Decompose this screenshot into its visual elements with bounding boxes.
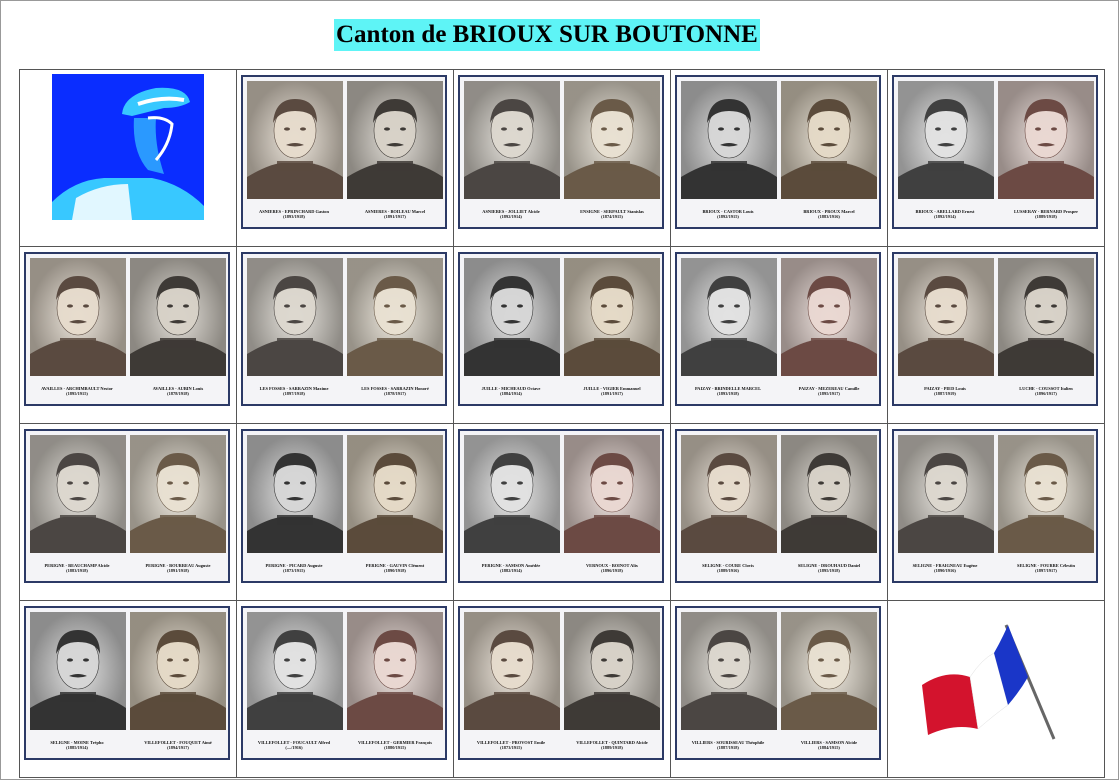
memorial-card <box>24 429 230 583</box>
soldier-portrait-photo <box>681 258 777 376</box>
soldier-name: BRIOUX - ABELLARD Ernest <box>915 208 975 214</box>
soldier-years: (1895/1915) <box>66 391 88 396</box>
memorial-card <box>892 75 1098 229</box>
soldier-years: (1878/1918) <box>167 391 189 396</box>
soldier-name: PERIGNE - BOURREAU Auguste <box>145 562 211 568</box>
portrait-caption <box>346 557 444 579</box>
soldier-portrait-photo <box>464 435 560 553</box>
soldier-portrait-photo <box>564 81 660 199</box>
soldier-years: (1896/1918) <box>601 568 623 573</box>
soldier-name: SELIGNE - FRAIGNEAU Eugène <box>912 562 978 568</box>
soldier-years: (1889/1916) <box>717 568 739 573</box>
soldier-name: BRIOUX - CASTOR Louis <box>702 208 754 214</box>
grid-cell <box>888 424 1105 601</box>
soldier-portrait-photo <box>464 81 560 199</box>
soldier-name: VILLEFOLLET - QUINTARD Alcide <box>576 739 648 745</box>
soldier-name: VILLEFOLLET - FOUCAULT Alfred <box>257 739 331 745</box>
soldier-portrait-photo <box>681 612 777 730</box>
grid-cell <box>671 70 888 247</box>
grid-cell <box>20 424 237 601</box>
soldier-years: (1895/1918) <box>818 568 840 573</box>
soldier-years: (1873/1915) <box>500 745 522 750</box>
soldier-portrait-photo <box>681 435 777 553</box>
grid-cell <box>454 601 671 778</box>
soldier-name: AVAILLES - AUBIN Louis <box>152 385 204 391</box>
grid-cell <box>671 601 888 778</box>
soldier-years: (1884/1914) <box>500 391 522 396</box>
grid-cell <box>888 247 1105 424</box>
soldier-name: AVAILLES - ARCHIMBAULT Nestor <box>41 385 113 391</box>
soldier-portrait-photo <box>130 435 226 553</box>
soldier-portrait-photo <box>347 258 443 376</box>
grid-cell <box>888 601 1105 778</box>
soldier-years: (1894/1917) <box>167 745 189 750</box>
memorial-card <box>675 252 881 406</box>
soldier-years: (1890/1916) <box>934 568 956 573</box>
memorial-card <box>675 429 881 583</box>
soldier-portrait-photo <box>464 258 560 376</box>
memorial-card <box>458 429 664 583</box>
soldier-portrait-photo <box>130 258 226 376</box>
portrait-caption <box>679 557 777 579</box>
soldier-years: (1873/1915) <box>283 568 305 573</box>
portrait-caption <box>462 380 560 402</box>
soldier-years: (1897/1917) <box>1035 568 1057 573</box>
grid-row <box>20 601 1105 778</box>
soldier-portrait-photo <box>247 612 343 730</box>
soldier-years: (1883/1916) <box>818 214 840 219</box>
soldier-portrait-photo <box>998 258 1094 376</box>
portrait-caption <box>896 557 994 579</box>
soldier-years: (..../1916) <box>285 745 303 750</box>
memorial-card <box>458 75 664 229</box>
soldier-portrait-photo <box>898 81 994 199</box>
portrait-caption <box>997 203 1095 225</box>
soldier-name: SELIGNE - MOINE Trépho <box>50 739 104 745</box>
portrait-caption <box>245 380 343 402</box>
soldier-years: (1874/1915) <box>601 214 623 219</box>
soldier-portrait-photo <box>898 258 994 376</box>
soldier-name: VILLEFOLLET - GERMIER François <box>358 739 432 745</box>
soldier-portrait-photo <box>30 612 126 730</box>
soldier-name: PAIZAY - PIED Louis <box>924 385 966 391</box>
portrait-caption <box>462 557 560 579</box>
soldier-portrait-photo <box>347 612 443 730</box>
soldier-name: LES FOSSES - SARRAZIN Maxime <box>259 385 329 391</box>
memorial-card <box>241 606 447 760</box>
portrait-caption <box>28 380 126 402</box>
soldier-portrait-photo <box>781 258 877 376</box>
soldier-years: (1895/1917) <box>818 391 840 396</box>
soldier-name: PAIZAY - BRINDELLE MARCEL <box>694 385 762 391</box>
soldier-portrait-photo <box>464 612 560 730</box>
soldier-portrait-photo <box>564 258 660 376</box>
soldier-years: (1883/1918) <box>66 568 88 573</box>
portrait-caption <box>563 203 661 225</box>
page-title: Canton de BRIOUX SUR BOUTONNE <box>334 19 760 51</box>
soldier-name: PERIGNE - SAMSON Amédée <box>481 562 541 568</box>
soldier-years: (1897/1918) <box>283 391 305 396</box>
portrait-caption <box>780 557 878 579</box>
soldier-portrait-photo <box>781 81 877 199</box>
grid-cell <box>20 247 237 424</box>
soldier-years: (1891/1917) <box>601 391 623 396</box>
soldier-portrait-photo <box>564 435 660 553</box>
memorial-card <box>458 252 664 406</box>
soldier-name: VERNOUX - BOINOT Alix <box>585 562 638 568</box>
soldier-years: (1878/1917) <box>384 391 406 396</box>
soldier-years: (1887/1918) <box>717 745 739 750</box>
portrait-caption <box>997 380 1095 402</box>
soldier-portrait-photo <box>247 435 343 553</box>
portrait-caption <box>679 734 777 756</box>
portrait-caption <box>896 380 994 402</box>
portrait-caption <box>563 380 661 402</box>
soldier-silhouette-icon <box>52 74 204 220</box>
portrait-caption <box>346 734 444 756</box>
soldier-years: (1893/1918) <box>283 214 305 219</box>
soldier-years: (1891/1918) <box>167 568 189 573</box>
portrait-caption <box>896 203 994 225</box>
grid-cell <box>454 424 671 601</box>
soldier-name: SELIGNE - DROUHAUD Daniel <box>797 562 861 568</box>
soldier-portrait-photo <box>998 81 1094 199</box>
soldier-years: (1896/1917) <box>1035 391 1057 396</box>
soldier-portrait-photo <box>898 435 994 553</box>
portrait-caption <box>679 203 777 225</box>
grid-cell <box>237 424 454 601</box>
soldier-portrait-photo <box>564 612 660 730</box>
grid-cell <box>20 70 237 247</box>
soldier-portrait-photo <box>681 81 777 199</box>
soldier-name: ENSIGNE - SERPAULT Stanislas <box>580 208 644 214</box>
memorial-card <box>241 75 447 229</box>
portrait-caption <box>129 734 227 756</box>
soldier-portrait-photo <box>781 612 877 730</box>
soldier-name: JUILLE - MICHEAUD Octave <box>481 385 541 391</box>
grid-cell <box>237 247 454 424</box>
soldier-name: LUSSERAY - BERNARD Prosper <box>1013 208 1079 214</box>
portrait-caption <box>28 734 126 756</box>
memorial-card <box>24 252 230 406</box>
soldier-name: VILLIERS - SAMSON Alcide <box>800 739 858 745</box>
soldier-portrait-photo <box>347 81 443 199</box>
soldier-years: (1882/1914) <box>500 568 522 573</box>
portrait-caption <box>129 557 227 579</box>
portrait-caption <box>997 557 1095 579</box>
grid-row <box>20 424 1105 601</box>
soldier-portrait-photo <box>998 435 1094 553</box>
soldier-portrait-photo <box>781 435 877 553</box>
portrait-caption <box>346 380 444 402</box>
soldier-years: (1891/1917) <box>384 214 406 219</box>
soldier-years: (1892/1915) <box>717 214 739 219</box>
french-flag-icon <box>916 607 1076 747</box>
soldier-years: (1892/1914) <box>934 214 956 219</box>
portrait-caption <box>346 203 444 225</box>
soldier-name: ASNIERES - BOILEAU Marcel <box>364 208 426 214</box>
memorial-card <box>892 429 1098 583</box>
portrait-caption <box>28 557 126 579</box>
soldier-portrait-photo <box>247 81 343 199</box>
soldier-portrait-photo <box>30 258 126 376</box>
soldier-portrait-photo <box>347 435 443 553</box>
soldier-years: (1892/1914) <box>500 214 522 219</box>
soldier-years: (1893/1918) <box>717 391 739 396</box>
portrait-caption <box>245 734 343 756</box>
soldier-years: (1885/1914) <box>66 745 88 750</box>
soldier-name: VILLEFOLLET - PROVOST Emile <box>476 739 546 745</box>
soldier-years: (1889/1918) <box>1035 214 1057 219</box>
grid-cell <box>454 70 671 247</box>
portrait-caption <box>462 734 560 756</box>
memorial-card <box>241 252 447 406</box>
memorial-card <box>241 429 447 583</box>
soldier-name: BRIOUX - PROUX Marcel <box>803 208 855 214</box>
soldier-years: (1880/1915) <box>384 745 406 750</box>
soldier-name: VILLEFOLLET - FOUQUET Aimé <box>144 739 212 745</box>
soldier-name: PERIGNE - BEAUCHAMP Alcide <box>44 562 110 568</box>
grid-cell <box>671 247 888 424</box>
portrait-caption <box>563 734 661 756</box>
grid-cell <box>454 247 671 424</box>
soldier-name: PERIGNE - GAUVIN Clément <box>365 562 425 568</box>
memorial-card <box>675 606 881 760</box>
soldier-portrait-photo <box>247 258 343 376</box>
portrait-caption <box>780 203 878 225</box>
memorial-card <box>675 75 881 229</box>
memorial-grid <box>19 69 1105 778</box>
soldier-name: LES FOSSES - SARRAZIN Honoré <box>361 385 429 391</box>
portrait-caption <box>245 203 343 225</box>
soldier-years: (1884/1915) <box>818 745 840 750</box>
soldier-name: SELIGNE - FOURRE Célestin <box>1017 562 1075 568</box>
portrait-caption <box>462 203 560 225</box>
portrait-caption <box>245 557 343 579</box>
soldier-name: ASNIERES - EPRINCHARD Gaston <box>259 208 329 214</box>
soldier-years: (1889/1918) <box>601 745 623 750</box>
soldier-years: (1890/1918) <box>384 568 406 573</box>
soldier-name: PERIGNE - PICARD Auguste <box>265 562 323 568</box>
soldier-name: PAIZAY - MEZEREAU Camille <box>798 385 860 391</box>
soldier-name: LUCHE - COUSSOT Italien <box>1019 385 1073 391</box>
grid-cell <box>237 601 454 778</box>
soldier-name: SELIGNE - COURE Clovis <box>702 562 754 568</box>
grid-cell <box>20 601 237 778</box>
soldier-name: JUILLE - VIGIER Emmanuel <box>583 385 641 391</box>
portrait-caption <box>129 380 227 402</box>
grid-cell <box>671 424 888 601</box>
memorial-card <box>24 606 230 760</box>
portrait-caption <box>679 380 777 402</box>
soldier-portrait-photo <box>30 435 126 553</box>
grid-row <box>20 70 1105 247</box>
soldier-portrait-photo <box>130 612 226 730</box>
portrait-caption <box>780 380 878 402</box>
soldier-years: (1887/1919) <box>934 391 956 396</box>
memorial-card <box>892 252 1098 406</box>
grid-row <box>20 247 1105 424</box>
portrait-caption <box>563 557 661 579</box>
memorial-card <box>458 606 664 760</box>
portrait-caption <box>780 734 878 756</box>
grid-cell <box>888 70 1105 247</box>
soldier-name: ASNIERES - JOLLIET Alcide <box>482 208 540 214</box>
grid-cell <box>237 70 454 247</box>
soldier-name: VILLIERS - SOURISSEAU Théophile <box>691 739 765 745</box>
